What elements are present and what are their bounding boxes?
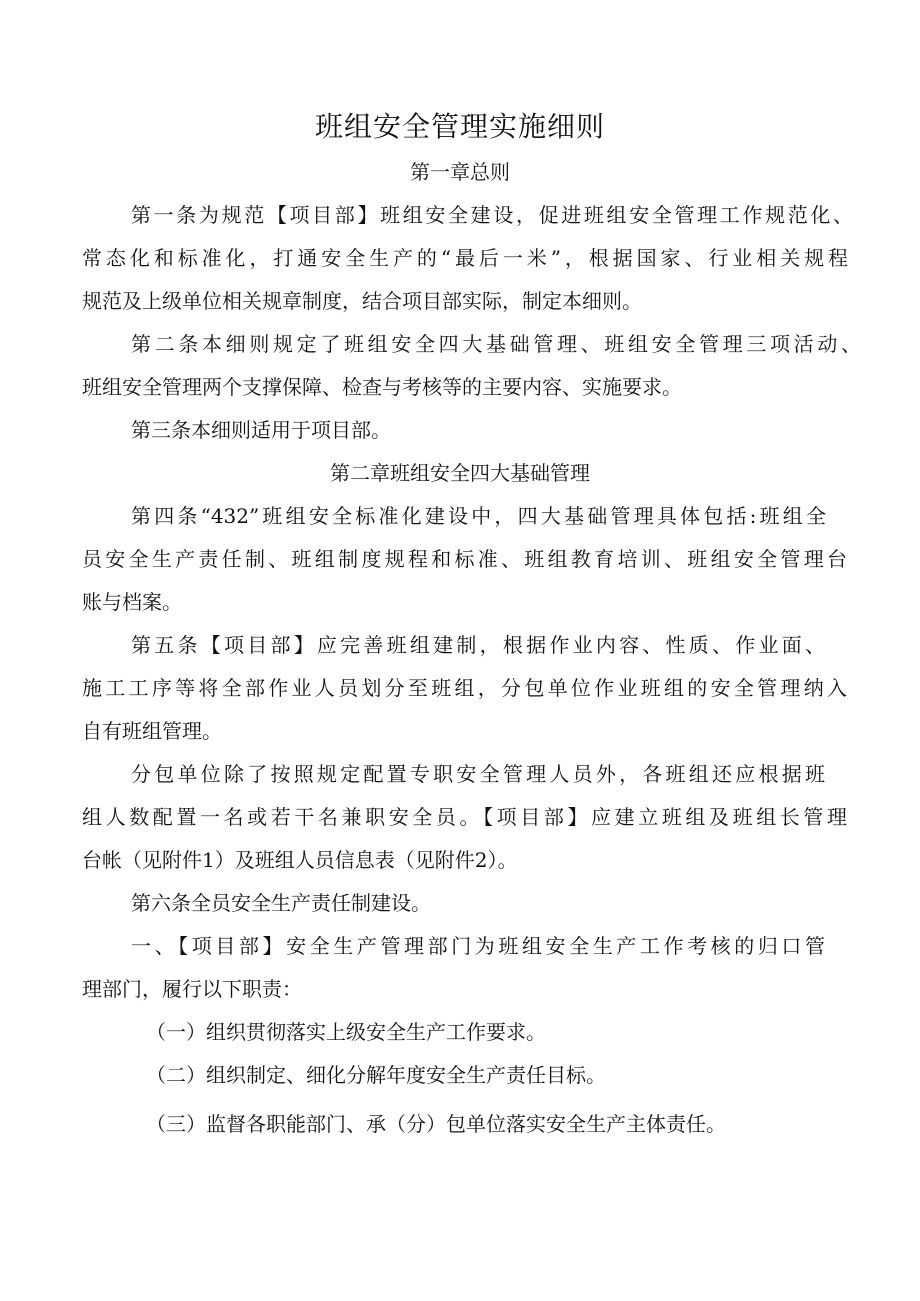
article-5-line-1: 第五条【项目部】应完善班组建制，根据作业内容、性质、作业面、 bbox=[131, 633, 825, 657]
chapter-heading-1: 第一章总则 bbox=[410, 160, 510, 184]
article-5-line-2: 施工工序等将全部作业人员划分至班组，分包单位作业班组的安全管理纳入 bbox=[82, 676, 847, 700]
subitem-2: （二）组织制定、细化分解年度安全生产责任目标。 bbox=[146, 1063, 606, 1087]
subcontractor-paragraph-line-2: 组人数配置一名或若干名兼职安全员。【项目部】应建立班组及班组长管理 bbox=[82, 805, 847, 829]
article-4-line-3: 账与档案。 bbox=[82, 590, 182, 614]
subcontractor-paragraph-line-1: 分包单位除了按照规定配置专职安全管理人员外，各班组还应根据班 bbox=[131, 762, 825, 786]
article-1-line-2: 常态化和标准化，打通安全生产的“最后一米”，根据国家、行业相关规程 bbox=[82, 246, 848, 270]
item-1-line-2: 理部门，履行以下职责： bbox=[82, 977, 302, 1001]
article-2-line-2: 班组安全管理两个支撑保障、检查与考核等的主要内容、实施要求。 bbox=[82, 375, 682, 399]
article-4-line-1: 第四条“432”班组安全标准化建设中，四大基础管理具体包括:班组全 bbox=[131, 504, 826, 528]
subcontractor-paragraph-line-3: 台帐（见附件1）及班组人员信息表（见附件2）。 bbox=[82, 848, 518, 872]
subitem-1: （一）组织贯彻落实上级安全生产工作要求。 bbox=[146, 1020, 546, 1044]
document-title: 班组安全管理实施细则 bbox=[314, 110, 605, 143]
article-4-line-2: 员安全生产责任制、班组制度规程和标准、班组教育培训、班组安全管理台 bbox=[82, 547, 847, 571]
article-5-line-3: 自有班组管理。 bbox=[82, 719, 222, 743]
article-2-line-1: 第二条本细则规定了班组安全四大基础管理、班组安全管理三项活动、 bbox=[131, 332, 861, 356]
subitem-3: （三）监督各职能部门、承（分）包单位落实安全生产主体责任。 bbox=[146, 1112, 726, 1136]
chapter-heading-2: 第二章班组安全四大基础管理 bbox=[330, 461, 590, 485]
article-1-line-1: 第一条为规范【项目部】班组安全建设，促进班组安全管理工作规范化、 bbox=[131, 203, 853, 227]
article-1-line-3: 规范及上级单位相关规章制度，结合项目部实际，制定本细则。 bbox=[82, 289, 642, 313]
article-3: 第三条本细则适用于项目部。 bbox=[131, 418, 391, 442]
article-6: 第六条全员安全生产责任制建设。 bbox=[131, 891, 431, 915]
item-1-line-1: 一、【项目部】安全生产管理部门为班组安全生产工作考核的归口管 bbox=[131, 934, 825, 958]
